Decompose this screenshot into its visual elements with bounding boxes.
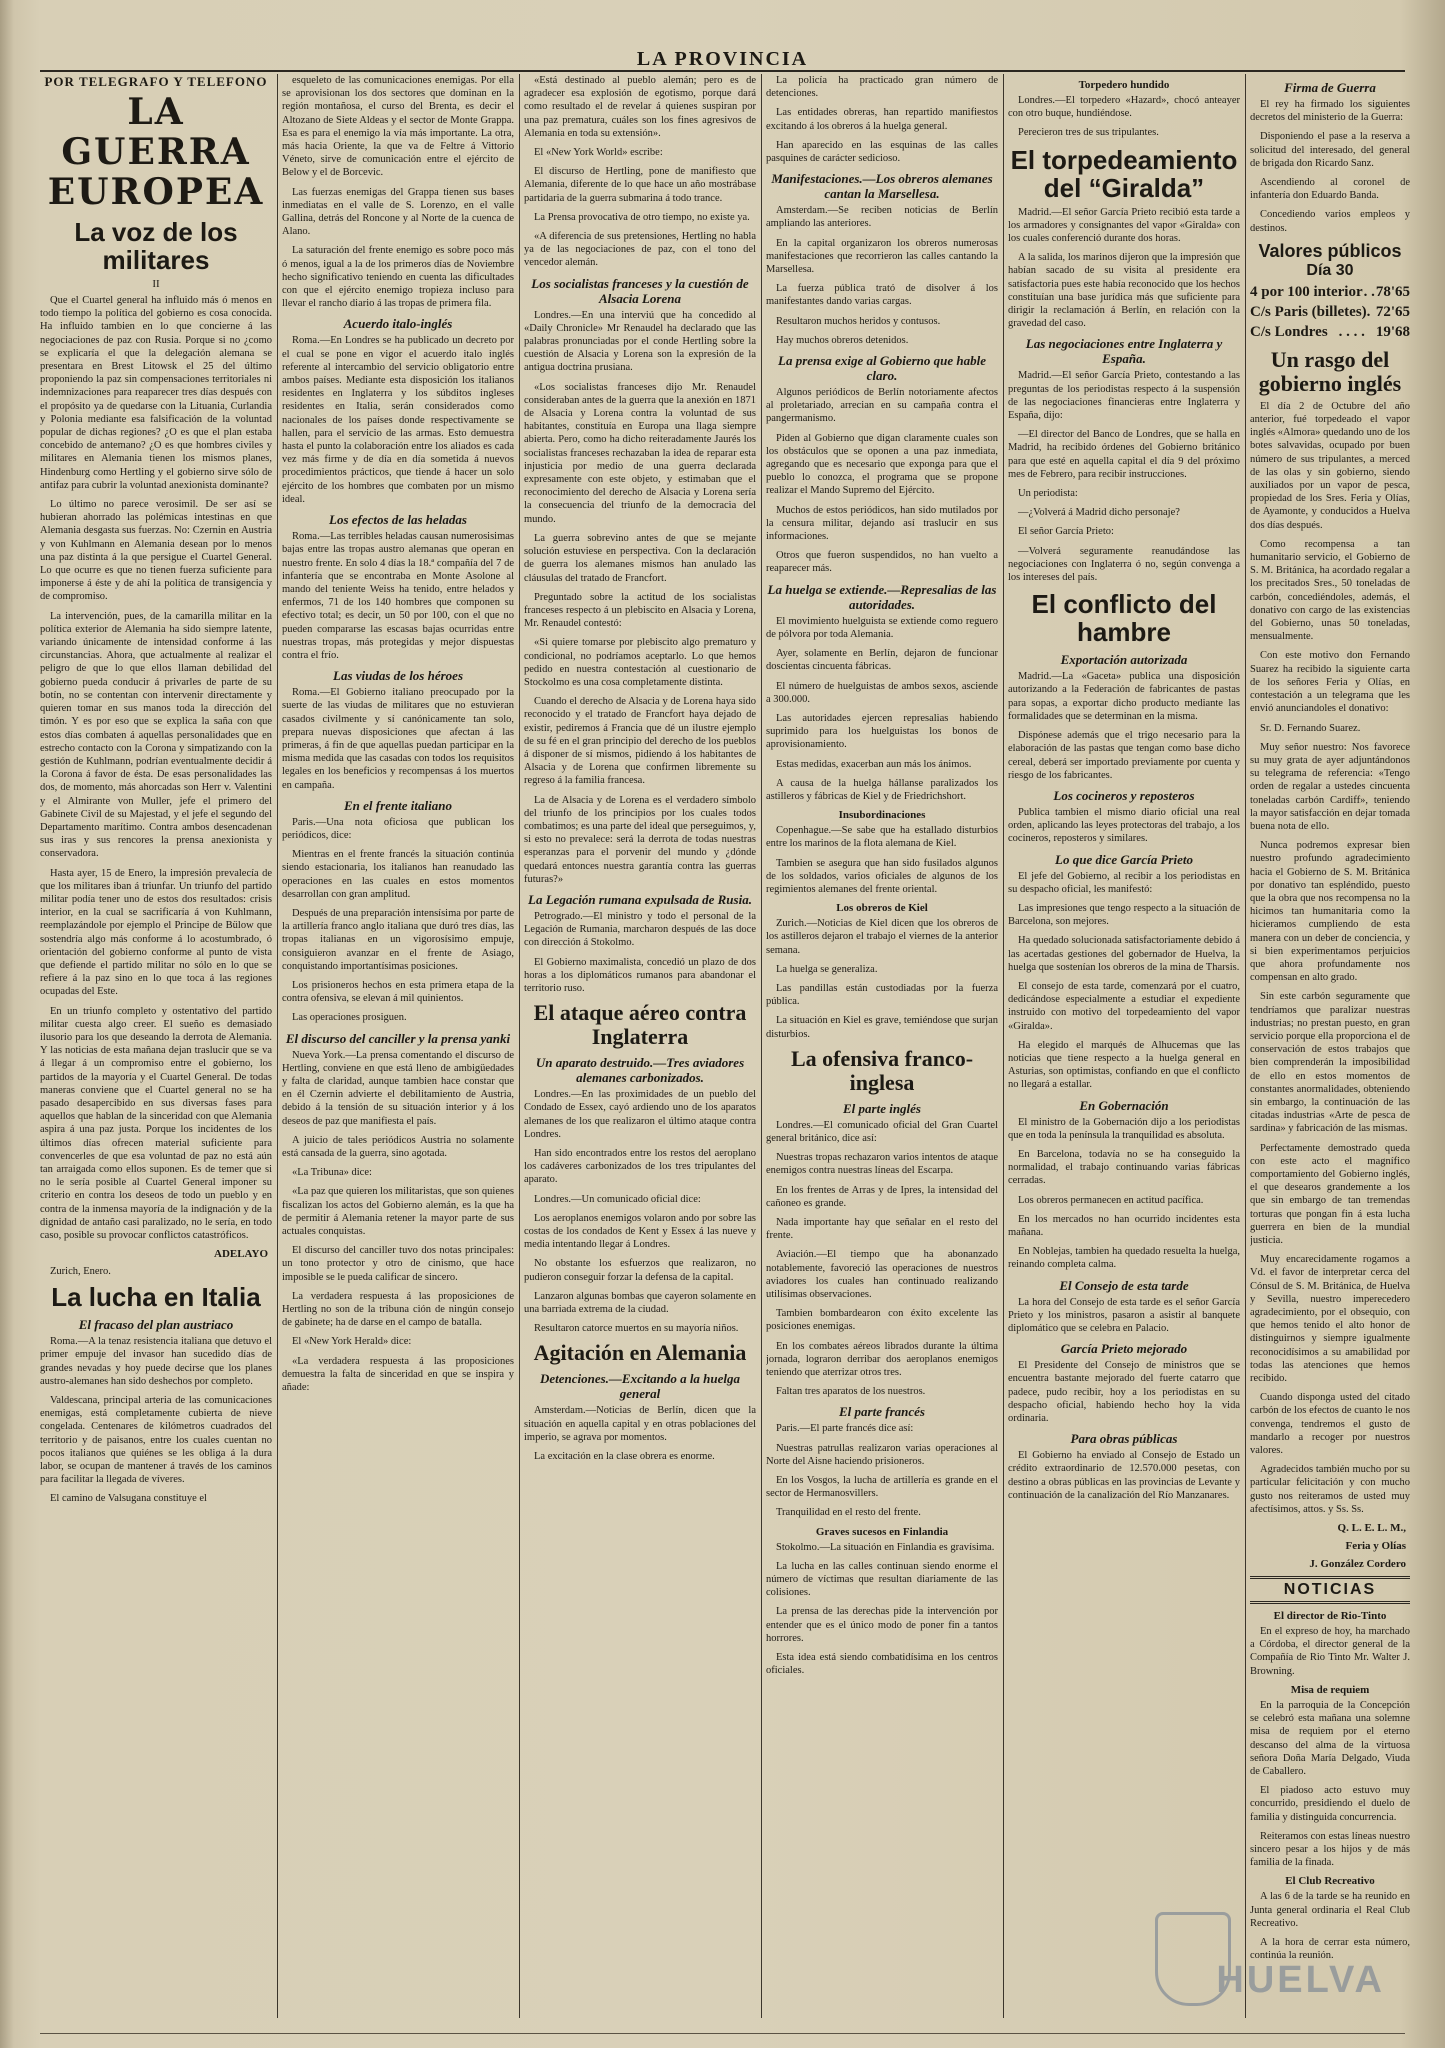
newspaper-title: LA PROVINCIA [636,48,809,70]
column-rule [277,74,278,2018]
paragraph: Resultaron catorce muertos en su mayoría niños. [534,1323,739,1335]
paragraph: Lo último no parece verosimil. De ser así se hubieran ahorrado las polémicas intestinas en que Alemania desgasta sus fuerzas. No: Czernin en Austria y von Kuhlmann en Alemania desean por lo menos una paz distinta á la que persigue el Cuartel General. Lo que ocurre es que no tienen fuerza suficiente para imponerse á éste y de ahí la política de transigencia y de compromiso. [40,499,272,603]
subheading: Acuerdo italo-inglés [343,316,453,332]
paragraph: Ha elegido el marqués de Alhucemas que las noticias que tiene respecto a la huelga general en Asturias, son optimistas, confiando en que el conflicto no llegará a estallar. [1008,1039,1240,1091]
paragraph: La policía ha practicado gran número de detenciones. [766,75,998,100]
paragraph: Madrid.—El señor García Prieto recibió esta tarde a los armadores y consignantes del vapor «Giralda» con los cuales conferenció durante dos horas. [1008,206,1240,245]
subheading: El Consejo de esta tarde [1059,1277,1189,1293]
paragraph: Muy encarecidamente rogamos a Vd. el favor de interpretar cerca del Cónsul de S. M. Británica, de Huelva y Sevilla, nuestro imperecedero agradecimiento, por el obsequio, con que hemos tenido el alto honor de distinguirnos y siempre igualmente reconocidísimos a su amabilidad por todas las atenciones que hemos recibido. [1250,1254,1410,1385]
stamp-text: HUELVA [1216,1959,1385,2001]
stock-values-day: Día 30 [1306,261,1354,279]
paragraph: En Barcelona, todavía no se ha conseguido la normalidad, el trabajo continuando varias fábricas cerradas. [1008,1148,1240,1187]
paragraph: Reiteramos con estas líneas nuestro sincero pesar a los hijos y de más familia de la finada. [1250,1830,1410,1869]
paragraph: Los prisioneros hechos en esta primera etapa de la contra ofensiva, se elevan á mil quinientos. [282,979,514,1005]
paragraph: Ascendiendo al coronel de infantería don Eduardo Banda. [1250,177,1410,202]
column-rule [761,74,762,2018]
paragraph: Preguntado sobre la actitud de los socialistas franceses respecto á un plebiscito en Alsacia y Lorena, Mr. Renaudel contestó: [524,591,756,630]
paragraph: Madrid.—La «Gaceta» publica una disposición autorizando a la Federación de fabricantes de pastas para sopas, a exportar dicho producto mediante las formalidades que se determinan en la misma. [1008,671,1240,722]
paragraph: Tambien se asegura que han sido fusilados algunos de los soldados, varios oficiales de algunos de los regimientos alemanes del frente oriental. [766,857,998,895]
paragraph: A causa de la huelga hállanse paralizados los astilleros y fábricas de Kiel y de Friedrichshort. [766,777,998,802]
section-heading: El ataque aéreo contra Inglaterra [533,1000,747,1050]
paragraph: —El director del Banco de Londres, que se halla en Madrid, ha recibido órdenes del Gobierno británico para que esté en aquella capital el día 9 del próximo mes de Febrero, para recibir instrucciones. [1008,429,1240,480]
paragraph: Disponiendo el pase a la reserva a solicitud del interesado, del general de brigada don Ricardo Sanz. [1250,131,1410,169]
paragraph: Nunca podremos expresar bien nuestro profundo agradecimiento hacia el Gobierno de S. M. Británica por donativo tan espléndido, puesto que la obra que nos recompensa no la hicimos tan humanitaria como la hicieramos cumpliendo de esta manera con un deber de conciencia, y si bien experimentamos perjuicios que ahora profundamente nos compensan en alto grado. [1250,840,1410,984]
paragraph: La prensa de las derechas pide la intervención por entender que es el único modo de poner fin a tantos horrores. [766,1606,998,1644]
subheading: En el frente italiano [344,797,452,813]
paragraph: Los aeroplanos enemigos volaron ando por sobre las costas de los condados de Kent y Essex á las nueve y media intentando llegar á Londres. [524,1212,756,1251]
paragraph: A juicio de tales periódicos Austria no solamente está cansada de la guerra, sino agotada. [282,1134,514,1160]
subheading: Lo que dice García Prieto [1055,851,1193,867]
paragraph: Las entidades obreras, han repartido manifiestos excitando á los obreros á la huelga general. [766,107,998,132]
paragraph: Nuestras tropas rechazaron varios intentos de ataque enemigos contra nuestras líneas del Escarpa. [766,1152,998,1177]
stock-label: 4 por 100 interior [1250,283,1363,300]
stock-label: C/s Paris (billetes). [1250,303,1371,320]
stock-values-box [1250,241,1410,342]
paragraph: Dispónese además que el trigo necesario para la elaboración de las pastas que tengan como base dicho cereal, deberá ser importado previamente por cuenta y riesgo de los fabricantes. [1008,730,1240,781]
paragraph: Muy señor nuestro: Nos favorece su muy grata de ayer adjuntándonos su telegrama de referencia: «Tengo orden de regalar a ustedes cincuenta toneladas carbón Cardiff», teniendo la mayor satisfacción en dejar tomada buena nota de ello. [1250,741,1410,832]
subheading: El parte inglés [842,1100,921,1116]
paragraph: A la salida, los marinos dijeron que la impresión que habían sacado de su visita al presidente era satisfactoria pues este había reconocido que los hechos constituían una base jurídica más que suficiente para dirigir la reclamación á Berlín, en relación con la gravedad del caso. [1008,252,1240,330]
section-heading: El torpedeamiento del “Giralda” [1010,144,1238,203]
paragraph: Londres.—En una interviú que ha concedido al «Daily Chronicle» Mr Renaudel ha declarado que las palabras pronunciadas por el conde Hertling sobre la cuestión de Alsacia y Lorena son la expresión de la antigua doctrina prusiana. [524,309,756,374]
paragraph: Las autoridades ejercen represalias habiendo suprimido para los huelguistas los bonos de aprovisionamiento. [766,712,998,751]
subheading: Los cocineros y reposteros [1053,787,1195,803]
paragraph: Muchos de estos periódicos, han sido mutilados por la censura militar, dejando así traslucir en sus informaciones. [766,504,998,543]
paragraph: Amsterdam.—Noticias de Berlín, dicen que la situación en aquella capital y en otras poblaciones del imperio, se agrava por momentos. [524,1405,756,1443]
stock-row [1250,302,1410,322]
stock-value: 78'65 [1375,283,1410,300]
paragraph: Algunos periódicos de Berlín notoriamente afectos al proletariado, arrecian en su campaña contra el pangermanismo. [766,387,998,425]
paragraph: El piadoso acto estuvo muy concurrido, presidiendo el duelo de familia y distinguida concurrencia. [1250,1785,1410,1823]
paragraph: Roma.—El Gobierno italiano preocupado por la suerte de las viudas de militares que no estuvieran casados civilmente y sí canónicamente tan solo, prepara nuevas disposiciones que afectan á las primeras, á fin de que aquellas puedan participar en la misma medida que las casadas con todos los requisitos legales en los beneficios y recompensas á los muertos en campaña. [282,687,514,791]
column-4 [766,74,998,2018]
paragraph: Otros que fueron suspendidos, no han vuelto a reaparecer más. [766,550,998,575]
paragraph: Perfectamente demostrado queda con este acto el magnífico comportamiento del Gobierno inglés, el que desearos grandemente a los que sin embargo de tan tremendas torturas que pongan fin á esta lucha guerrera en bien de la mundial justicia. [1250,1142,1410,1247]
footer-rule [40,2033,1405,2034]
subheading: Exportación autorizada [1060,652,1188,668]
paragraph: Cuando el derecho de Alsacia y de Lorena haya sido reconocido y el tratado de Francfort haya dejado de existir, pediremos á Francia que dé un ilustre ejemplo de su fé en el gran principio del derecho de los pueblos á disponer de sí mismos, pidiendo á los habitantes de Alsacia y de Lorena que confirmen libremente su regreso á la familia francesa. [524,696,756,787]
paragraph: En la capital organizaron los obreros numerosas manifestaciones que recorrieron las calles cantando la Marsellesa. [766,237,998,276]
paragraph: El día 2 de Octubre del año anterior, fué torpedeado el vapor inglés «Almora» quedando uno de los botes salvavidas, ocupado por buen número de sus tripulantes, a merced de las olas y sin gobierno, siendo auxiliados por un vapor de pesca, propiedad de los Sres. Feria y Olías, de Ayamonte, y conducidos a Huelva dos días después. [1250,400,1410,531]
paragraph: La intervención, pues, de la camarilla militar en la política exterior de Alemania ha sido siempre latente, variando únicamente de intensidad conforme á las circunstancias. Ahora, que actualmente al realizar el peligro de que lo que ellos llaman debilidad del gobierno pueda conducir á privarles de parte de su botín, no se contentan con intervenir directamente y quieren tomar en sus manos toda la dirección del timón. Y es por eso que se explica la saña con que estos días combaten á aquellas personalidades que en estrecho contacto con la Corona y simpatizando con la gestión de Kuhlmann, podrían eventualmente decidir á la Corona á favor de ésta. De esas personalidades las dos, de momento, más ahorcadas son Herr v. Valentini y el Almirante von Muller, jefe el primero del Gabinete Civil de su Majestad, y el jefe el segundo del Departamento marítimo. Contra ambos desencadenan sus iras y sus rencores la prensa anexionista y conservadora. [40,610,272,860]
section-heading: La lucha en Italia [51,1282,261,1313]
paragraph: El «New York World» escribe: [534,147,663,159]
paragraph: El señor García Prieto: [1018,526,1114,538]
paragraph: La lucha en las calles continuan siendo enorme el número de víctimas que resultan diariamente de las colisiones. [766,1560,998,1599]
paragraph: Estas medidas, exacerban aun más los ánimos. [776,758,972,770]
section-heading: Agitación en Alemania [533,1340,747,1366]
paragraph: Que el Cuartel general ha influido más ó menos en todo tiempo la política del gobierno es cosa conocida. Ha influido tambien en lo que concierne á las negociaciones de paz con Rusia. Porque si no ¿como se explicaría el que la delegación alemana se presentara en Brest Litowsk el 25 del último proponiendo la paz sin compensaciones territoriales ni indemnizaciones para reaparecer tres días después con el propósito ya de quedarse con la Lituania, Curlandia y Polonia mediante esa falsificación de la voluntad popular de dichas regiones? ¿O es que el plan estaba concebido de antemano? ¿O es que hombres civiles y militares en Alemania tienen los mismos planes, Hindenburg como Hertling y el gobierno sirve sólo de antifaz para cubrir la voluntad anexionista dominante? [40,295,272,491]
paragraph: Valdescana, principal arteria de las comunicaciones enemigas, está completamente cubierta de nieve congelada. Centenares de kilómetros cuadrados del territorio y de paisanos, entre los cuales cuentan no pocos italianos que quiénes se les obliga á la dura labor, se ocupan de mantener á través de los caminos para facilitar la llegada de víveres. [40,1395,272,1486]
paragraph: Londres.—El comunicado oficial del Gran Cuartel general británico, dice así: [766,1119,998,1144]
column-2 [282,74,514,2018]
subheading: Un aparato destruido.—Tres aviadores alemanes carbonizados. [535,1055,745,1086]
library-stamp [1155,1912,1385,2002]
paragraph: Londres.—Un comunicado oficial dice: [534,1193,701,1205]
section-heading: Un rasgo del gobierno inglés [1258,346,1402,396]
stock-values-title: Valores públicos [1258,240,1402,261]
paragraph: Faltan tres aparatos de los nuestros. [776,1386,926,1398]
subheading: Manifestaciones.—Los obreros alemanes cantan la Marsellesa. [771,171,993,202]
paragraph: «La verdadera respuesta á las proposiciones demuestra la falta de sinceridad en que se inspira y añade: [282,1355,514,1394]
subheading: Las negociaciones entre Inglaterra y España. [1025,336,1223,367]
paragraph: «Está destinado al pueblo alemán; pero es de agradecer esa explosión de egotismo, porque dará como resultado el de revelar á quienes suspiran por una paz prematura, cuáles son los fines agresivos de Alemania en toda su extensión». [524,75,756,139]
paragraph: Lanzaron algunas bombas que cayeron solamente en una barriada extrema de la ciudad. [524,1290,756,1316]
paragraph: Stokolmo.—La situación en Finlandia es gravísima. [776,1541,995,1553]
subheading: El fracaso del plan austriaco [78,1317,234,1333]
stock-value: 19'68 [1375,323,1410,340]
paragraph: Como recompensa a tan humanitario servicio, el Gobierno de S. M. Británica, ha acordado regalar a los precitados Sres., 50 toneladas de carbón, concediéndoles, además, el donativo con cargo de las existencias del Gobierno, unas 50 toneladas, mensualmente. [1250,538,1410,643]
paragraph: —¿Volverá á Madrid dicho personaje? [1018,507,1180,519]
subheading: García Prieto mejorado [1060,1341,1188,1357]
paragraph: El «New York Herald» dice: [292,1336,412,1348]
paragraph: Amsterdam.—Se reciben noticias de Berlín ampliando las anteriores. [766,205,998,230]
stock-dots: . . [1363,283,1375,300]
paragraph: A la hora de cerrar esta número, continúa la reunión. [1250,1936,1410,1962]
section-heading: La voz de los militares [74,217,238,275]
paragraph: En Noblejas, tambien ha quedado resuelta la huelga, reinando completa calma. [1008,1246,1240,1271]
stock-row [1250,282,1410,302]
column-3 [524,74,756,2018]
subheading: La huelga se extiende.—Represalias de las autoridades. [767,581,997,612]
paragraph: La fuerza pública trató de disolver á los manifestantes dando varias cargas. [766,283,998,308]
paragraph: Perecieron tres de sus tripulantes. [1018,127,1159,139]
paragraph: Nueva York.—La prensa comentando el discurso de Hertling, conviene en que está lleno de ambigüedades y falta de claridad, aunque tambien hace constar que en él Czernin advierte el debilitamiento de Austria, debido á la tensión de su situación interior y á los deseos de paz que manifiesta el país. [282,1049,514,1127]
section-heading: La ofensiva franco-inglesa [790,1045,974,1095]
paragraph: Tambien bombardearon con éxito excelente las posiciones enemigas. [766,1308,998,1333]
paragraph: Londres.—En las proximidades de un pueblo del Condado de Essex, cayó ardiendo uno de los aparatos alemanes de los que realizaron el último ataque contra Londres. [524,1089,756,1140]
subheading: Misa de requiem [1290,1683,1370,1696]
paragraph: En el expreso de hoy, ha marchado a Córdoba, el director general de la Compañía de Rio Tinto Mr. Walter J. Browning. [1250,1626,1410,1677]
paragraph: Han aparecido en las esquinas de las calles pasquines de carácter sedicioso. [766,139,998,165]
paragraph: Las operaciones prosiguen. [292,1012,407,1024]
paragraph: La situación en Kiel es grave, temiéndose que surjan disturbios. [766,1015,998,1040]
paragraph: Petrogrado.—El ministro y todo el personal de la Legación de Rumania, marcharon después de las doce con dirección á Stokolmo. [524,910,756,949]
paragraph: En los combates aéreos librados durante la última jornada, lograron derribar dos aeroplanos enemigos teniendo que aterrizar otros tres. [766,1340,998,1379]
stock-label: C/s Londres [1250,323,1328,340]
paragraph: esqueleto de las comunicaciones enemigas. Por ella se aprovisionan los dos sectores que dominan en la región montañosa, el curso del Brenta, es decir el Altozano de Siete Aldeas y el sector de Monte Grappa. Esa es para el enemigo la vía más importante. La otra, más hacia Oriente, la que va de Feltre á Vittorio Véneto, sirve de comunicación entre el ejército de Below y el de Borcevic. [282,75,514,179]
subheading: Firma de Guerra [1284,80,1376,95]
paragraph: Nada importante hay que señalar en el resto del frente. [766,1216,998,1242]
subheading: El discurso del canciller y la prensa yanki [285,1030,511,1046]
paragraph: Hasta ayer, 15 de Enero, la impresión prevalecía de que los militares iban á triunfar. Un triunfo del partido militar podía tener uno de estos dos resultados: crisis interior, en la cual se sacrificaría á von Kuhlmann, reemplazándole por ejemplo el Principe de Bülow que sostendría algo más conforme á lo acostumbrado, ó orientación del gobierno conforme al punto de vista que defiende el partido militar no sólo en lo que se refiere á la paz sino en lo que toca á las regiones ocupadas del Este. [40,867,272,998]
subheading: Las viudas de los héroes [333,668,463,684]
paragraph: La saturación del frente enemigo es sobre poco más ó menos, igual a la de los primeros días de Noviembre hecho significativo teniendo en cuenta las dificultades con que el ejército enemigo tropieza incluso para llevar el rancho diario á las tropas de primera fila. [282,245,514,310]
paragraph: Roma.—A la tenaz resistencia italiana que detuvo el primer empuje del invasor han sucedido días de grandes nevadas y hoy puede decirse que los planes austro-alemanes han sido deshechos por completo. [40,1336,272,1387]
subheading: El director de Rio-Tinto [1273,1610,1387,1623]
paragraph: Ayer, solamente en Berlín, dejaron de funcionar doscientas cincuenta fábricas. [766,648,998,673]
paragraph: Paris.—Una nota oficiosa que publican los periódicos, dice: [282,816,514,841]
subheading: La Legación rumana expulsada de Rusia. [528,891,752,907]
column-6 [1250,74,1410,2018]
paragraph: El ministro de la Gobernación dijo a los periodistas que en toda la península la tranquilidad es absoluta. [1008,1116,1240,1141]
paragraph: Roma.—Las terribles heladas causan numerosisimas bajas entre las tropas austro alemanas que operan en nuestro frente. En solo 4 días la 18.ª compañía del 7 de infantería que se encontraba en Monte Asolone al mando del teniente Weiss ha tenido, entre helados y enfermos, 71 de los 140 hombres que componen su efectivo total; es decir, un 50 por 100, con el que no pueden compararse las escasas bajas ocurridas entre nuestras tropas, más protegidas y mejor dispuestas contra el frío. [282,531,514,661]
subheading: Detenciones.—Excitando a la huelga general [539,1371,741,1402]
paragraph: Resultaron muchos heridos y contusos. [776,315,941,327]
main-headline: LA GUERRA EUROPEA [47,91,265,213]
paragraph: El jefe del Gobierno, al recibir a los periodistas en su despacho oficial, les manifestó: [1008,870,1240,895]
kicker: POR TELEGRAFO Y TELEFONO [44,74,268,89]
section-banner: NOTICIAS [1250,1576,1410,1604]
paragraph: El Gobierno maximalista, concedió un plazo de dos horas a los diplomáticos rumanos para abandonar el territorio ruso. [524,956,756,994]
paragraph: «Los socialistas franceses dijo Mr. Renaudel consideraban antes de la guerra que la anexión en 1871 de Alsacia y Lorena contra la voluntad de sus habitantes, constituía en Europa una llaga siempre abierta. Pero, como ha dicho reiteradamente Jaurés los socialistas franceses rechazaban la idea de reparar esta injusticia por medio de una guerra declarada expresamente con este objeto, y estimaban que el reconocimiento del derecho de Alsacia y Lorena sería la consecuencia del triunfo de la democracia del mundo. [524,381,756,525]
stock-value: 72'65 [1375,303,1410,320]
paragraph: Mientras en el frente francés la situación continúa siendo estacionaria, los italianos han reanudado las operaciones en las cuales en estos momentos desarrollan con gran amplitud. [282,849,514,900]
subheading: Para obras públicas [1070,1431,1178,1447]
section-heading: El conflicto del hambre [1031,589,1217,648]
paragraph: Londres.—El torpedero «Hazard», chocó anteayer con otro buque, hundiéndose. [1008,95,1240,120]
signature: ADELAYO [214,1248,268,1261]
column-rule [1245,74,1246,2018]
paragraph: Aviación.—El tiempo que ha abonanzado notablemente, favoreció las operaciones de nuestros aviadores los cuales han continuado realizando utilísimas observaciones. [766,1249,998,1300]
paragraph: Roma.—En Londres se ha publicado un decreto por el cual se pone en vigor el acuerdo italo inglés referente al intercambio del servicio obligatorio entre ambos países. Mediante esta disposición los italianos residentes en Inglaterra y los súbditos ingleses residentes en Italia, serán considerados como nacionales de los países donde respectivamente se hallen, para el servicio de las armas. Esto demuestra hasta el punto la colaboración entre los aliados es cada vez más firme y de día en día sometida á nuevos procedimientos prácticos, que tiende á hacer un solo ejército de los hombres que combaten por un mismo ideal. [282,335,514,505]
paragraph: Tranquilidad en el resto del frente. [776,1507,921,1519]
paragraph: Zurich.—Noticias de Kiel dicen que los obreros de los astilleros dejaron el trabajo el viernes de la anterior semana. [766,918,998,956]
paragraph: En los mercados no han ocurrido incidentes esta mañana. [1008,1213,1240,1238]
paragraph: Hay muchos obreros detenidos. [776,334,909,346]
paragraph: Ha quedado solucionada satisfactoriamente debido á las acertadas gestiones del gobernador de Huelva, la huelga que sostenían los obreros de la mina de Tharsis. [1008,935,1240,973]
paragraph: El Gobierno ha enviado al Consejo de Estado un crédito extraordinario de 12.570.000 pesetas, con destino a obras públicas en las provincias de Levante y continuación de la canalización del Río Manzanares. [1008,1450,1240,1501]
paragraph: Piden al Gobierno que digan claramente cuales son los obstáculos que se oponen a una paz inmediata, agregando que es necesario que exponga para que el pueblo lo conozca, el programa que se propone realizar el Mando Supremo del Ejército. [766,432,998,497]
paragraph: La guerra sobrevino antes de que se mejante solución estuviese en perspectiva. Con la declaración de guerra los alemanes mismos han anulado las cláusulas del tratado de Francfort. [524,532,756,584]
paragraph: En los frentes de Arras y de Ipres, la intensidad del cañoneo es grande. [766,1184,998,1209]
dateline: Zurich, Enero. [50,1266,111,1278]
paragraph: La Prensa provocativa de otro tiempo, no existe ya. [534,211,750,223]
subheading: En Gobernación [1079,1097,1169,1113]
subheading: Insubordinaciones [838,809,926,822]
paragraph: Publica tambien el mismo diario oficial una real orden, aplicando las leyes protectoras del trabajo, a los cocineros, reposteros y similares. [1008,806,1240,845]
column-rule [519,74,520,2018]
signature: Q. L. E. L. M., [1337,1522,1406,1535]
paragraph: Las pandillas están custodiadas por la fuerza pública. [766,982,998,1008]
paragraph: La hora del Consejo de esta tarde es el señor García Prieto y los ministros, pasaron a asistir al banquete diplomático que se celebra en Palacio. [1008,1296,1240,1334]
paragraph: Sr. D. Fernando Suarez. [1260,722,1361,734]
paragraph: A las 6 de la tarde se ha reunido en Junta general ordinaria el Real Club Recreativo. [1250,1891,1410,1929]
subheading: Graves sucesos en Finlandia [815,1525,949,1538]
column-5 [1008,74,1240,2018]
paragraph: En la parroquia de la Concepción se celebró esta mañana una solemne misa de requiem por el eterno descanso del alma de la virtuosa señora Doña María Delgado, Viuda de Caballero. [1250,1699,1410,1777]
paragraph: Cuando disponga usted del citado carbón de los efectos de cuanto le nos convenga, tendremos el gusto de mandarlo a recoger por nuestros valores. [1250,1392,1410,1457]
subheading: Los efectos de las heladas [329,512,467,528]
paragraph: Sin este carbón seguramente que tendríamos que paralizar nuestras industrias; no prestan puesto, en gran servicio porque ella proporciona el de conservación de estos trabajos que bien comprenderán la imposibilidad de ello en estos momentos de constantes anormalidades, obteniendo sin embargo, la continuación de las citadas industrias «Arte de pesca de sardina» y fabricación de las mismas. [1250,991,1410,1135]
paragraph: Concediendo varios empleos y destinos. [1250,209,1410,234]
subheading: El Club Recreativo [1285,1875,1375,1888]
column-rule [1003,74,1004,2018]
paragraph: En un triunfo completo y ostentativo del partido militar cuesta algo creer. El sueño es demasiado ilusorio para los que deseando la derrota de Alemania. Y las noticias de esta mañana dejan traslucir que se va á llegar á un compromiso entre el gobierno, los partidos de la mayoría y el Cuartel General. De todas maneras conviene que el Cuartel general no se ha pasado desapercibido en sus diversas fases para aquellos que hablan de la sinceridad con que Alemania aspira á una paz justa. Porque los incidentes de los últimos días ofrecen material suficiente para convencerles de que esa voluntad de paz no está aún tan arraigada como ellos suponen. Es de temer que si no le sería posible al Cuartel General imponer su criterio en contra los deseos de todo un pueblo y en contra de la inmensa mayoría de la indignación y de la dignidad de antaño casi paralizado, no le sería, en todo caso, posible su provocar conflictos catastróficos. [40,1005,272,1242]
subheading: Los obreros de Kiel [836,902,928,915]
paragraph: La excitación en la clase obrera es enorme. [534,1451,715,1463]
paragraph: La verdadera respuesta á las proposiciones de Hertling no son de la tribuna ción de ningún consejo de gabinete; ha de darse en el campo de batalla. [282,1290,514,1329]
paragraph: «La paz que quieren los militaristas, que son quienes fiscalizan los actos del Gobierno alemán, es la que ha de permitir á Alemania retener la mayor parte de sus actuales conquistas. [282,1186,514,1238]
subheading: Los socialistas franceses y la cuestión de Alsacia Lorena [531,275,749,306]
paragraph: El número de huelguistas de ambos sexos, asciende a 300.000. [766,680,998,705]
subheading: La prensa exige al Gobierno que hable claro. [778,353,986,384]
paragraph: Los obreros permanecen en actitud pacífica. [1018,1194,1204,1206]
part-number: II [152,278,160,290]
paragraph: El movimiento huelguista se extiende como reguero de pólvora por toda Alemania. [766,615,998,640]
paragraph: Las impresiones que tengo respecto a la situación de Barcelona, son mejores. [1008,902,1240,928]
paragraph: «Si quiere tomarse por plebiscito algo prematuro y condicional, no podríamos aceptarlo. Lo que hemos pedido en nuestra contestación al cuestionario de Stockolmo es una cosa completamente distinta. [524,637,756,688]
paragraph: El discurso del canciller tuvo dos notas principales: un tono protector y otro de cinismo, que hace imposible se le pueda calificar de sincero. [282,1245,514,1283]
stock-dots: . . . . [1338,323,1365,340]
subheading: Torpedero hundido [1078,79,1170,91]
paragraph: Han sido encontrados entre los restos del aeroplano los cadáveres carbonizados de los tres tripulantes del aparato. [524,1148,756,1186]
signature: Feria y Olías [1345,1540,1406,1553]
paragraph: El rey ha firmado los siguientes decretos del ministerio de la Guerra: [1250,99,1410,124]
paragraph: No obstante los esfuerzos que realizaron, no pudieron conseguir forzar la defensa de la capital. [524,1258,756,1283]
paragraph: Paris.—El parte francés dice así: [776,1423,914,1435]
paragraph: Madrid.—El señor García Prieto, contestando a las preguntas de los periodistas respecto á la suspensión de las negociaciones financieras entre Inglaterra y España, dijo: [1008,370,1240,422]
paragraph: Copenhague.—Se sabe que ha estallado disturbios entre los marinos de la flota alemana de Kiel. [766,825,998,850]
paragraph: Después de una preparación intensísima por parte de la artillería franco anglo italiana que duró tres días, las tropas italianas en un vigorosísimo empuje, consiguieron avanzar en el frente de Asiago, conquistando importantísimas posiciones. [282,907,514,972]
masthead [40,48,1405,72]
paragraph: La de Alsacia y de Lorena es el verdadero símbolo del triunfo de los principios por los cuales todos combatimos; es una parte del ideal que perseguimos, y, si esto no prevalece: será la derrota de todas nuestras esperanzas para el porvenir del mundo y ¿dónde quedará entonces nuestra garantía contra las guerras futuras?» [524,794,756,885]
column-1 [40,74,272,2018]
subheading: El parte francés [839,1404,925,1420]
paragraph: «A diferencia de sus pretensiones, Hertling no habla ya de las negociaciones de paz, con el tono del vencedor alemán. [524,231,756,269]
stock-row [1250,322,1410,342]
paragraph: El camino de Valsugana constituye el [50,1493,207,1505]
paragraph: «La Tribuna» dice: [292,1167,372,1179]
paragraph: Nuestras patrullas realizaron varias operaciones al Norte del Aisne haciendo prisioneros. [766,1442,998,1467]
paragraph: Agradecidos también mucho por su particular felicitación y con mucho gusto nos reiteramos de usted muy afectísimos, attos. y Ss. Ss. [1250,1464,1410,1515]
paragraph: Con este motivo don Fernando Suarez ha recibido la siguiente carta de los señores Feria y Olías, en contestación a un telegrama que les envió anunciandoles el donativo: [1250,650,1410,715]
paragraph: Esta idea está siendo combatidísima en los centros oficiales. [766,1652,998,1677]
paragraph: Las fuerzas enemigas del Grappa tienen sus bases inmediatas en el valle de S. Lorenzo, en el valle Gallina, detrás del Roncone y al Norte de la cuenca de Alano. [282,186,514,238]
paragraph: El consejo de esta tarde, comenzará por el cuatro, dedicándose especialmente a estudiar el expediente instruido con motivo del torpedeamiento del vapor «Giralda». [1008,980,1240,1032]
paragraph: —Volverá seguramente reanudándose las negociaciones con Inglaterra ó no, según convenga a los intereses del país. [1008,545,1240,584]
paragraph: La huelga se generaliza. [776,963,878,975]
paragraph: En los Vosgos, la lucha de artillería es grande en el sector de Hermanosvillers. [766,1475,998,1500]
signature: J. González Cordero [1309,1558,1406,1571]
paragraph: El Presidente del Consejo de ministros que se encuentra bastante mejorado del fuerte catarro que padece, pudo recibir, hoy a los periodistas en su despacho oficial, habiendo hecho hoy la vida ordinaria. [1008,1360,1240,1425]
paragraph: El discurso de Hertling, pone de manifiesto que Alemania, diferente de lo que hace un año mostrábase partidaria de la guerra submarina á todo trance. [524,166,756,204]
paragraph: Un periodista: [1018,488,1078,500]
